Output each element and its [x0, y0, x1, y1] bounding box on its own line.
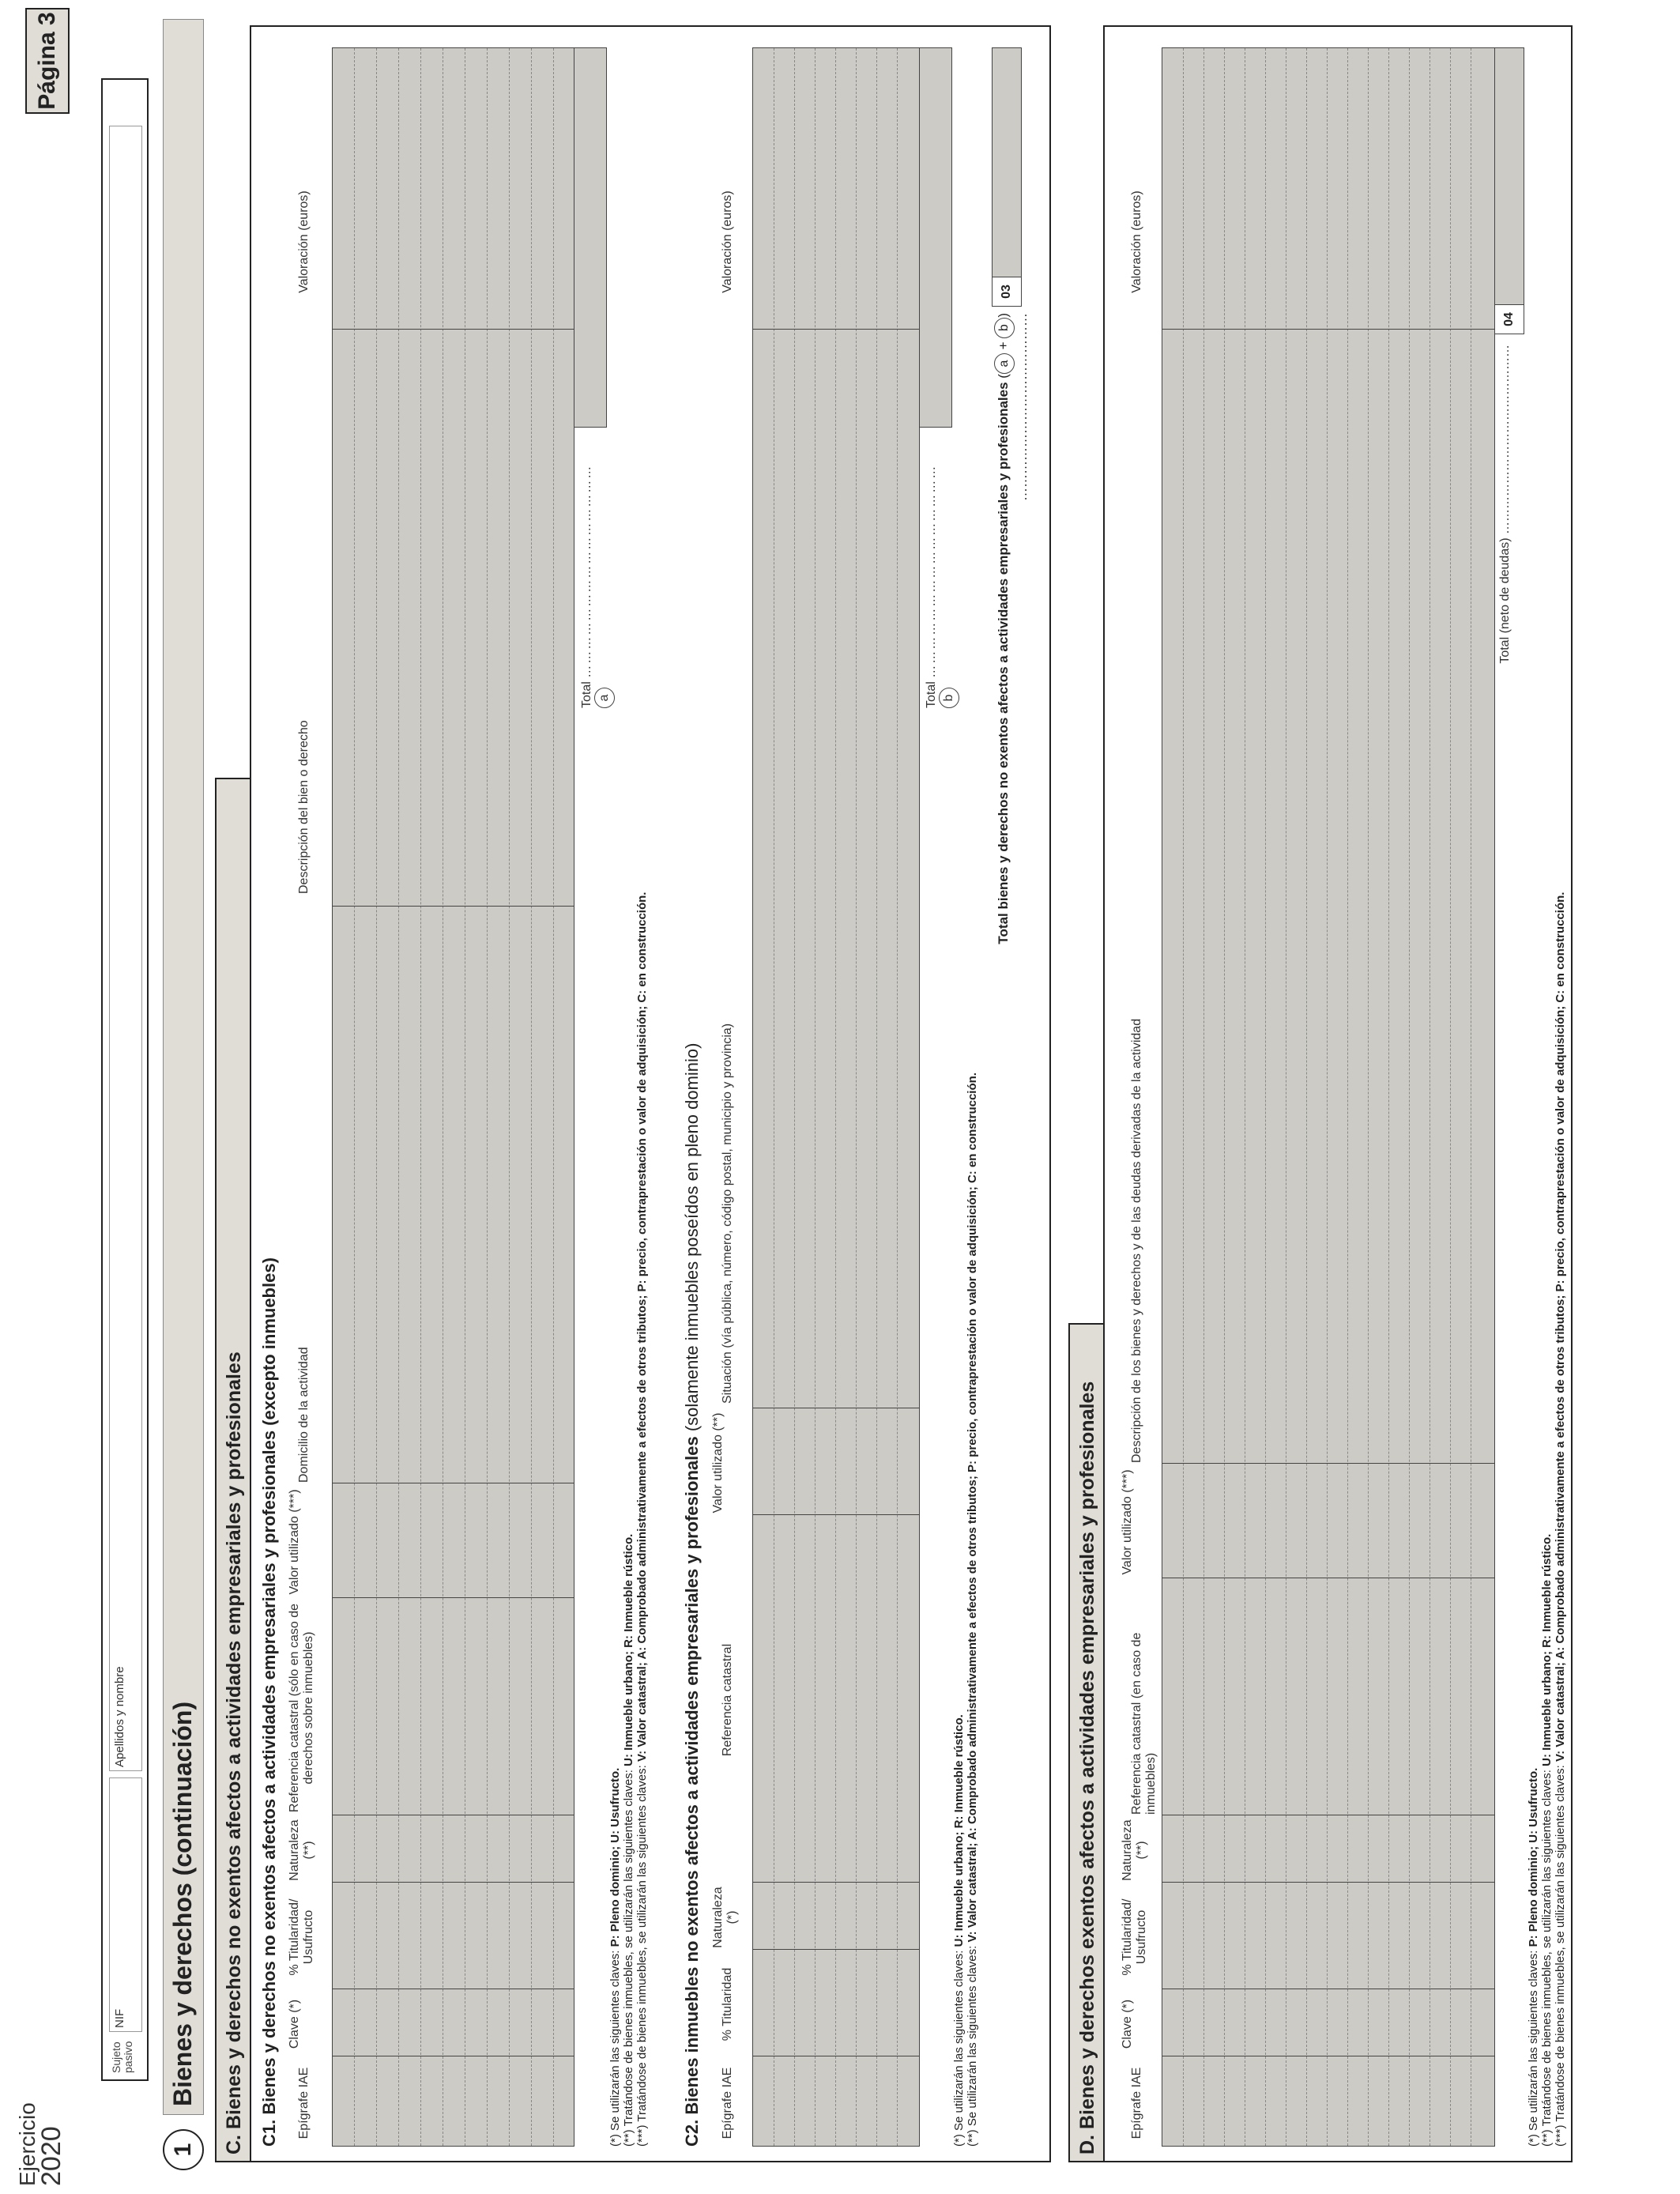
- c1-col-descripcion: Descripción del bien o derecho: [297, 720, 311, 894]
- page-number: Página 3: [25, 8, 70, 114]
- c2-total-row: Total ……………………………………… b: [925, 455, 959, 708]
- c1-col-referencia: Referencia catastral (sólo en caso de derechos sobre inmuebles): [288, 1603, 315, 1813]
- c1-col-domicilio: Domicilio de la actividad: [297, 1347, 311, 1483]
- c2-total-input[interactable]: [919, 47, 952, 428]
- grand-total-input[interactable]: [992, 47, 1022, 277]
- c2-title-normal: (solamente inmuebles poseídos en pleno dominio): [682, 1042, 702, 1432]
- c1-table-grid[interactable]: [332, 47, 574, 2147]
- section-c-tab: [215, 778, 251, 2162]
- d-col-referencia: Referencia catastral (en caso de inmuebles): [1130, 1632, 1158, 1815]
- section-d-tab: [1068, 1323, 1105, 2162]
- c2-note-1: (*) Se utilizarán las siguientes claves: U: Inmueble urbano; R: Inmueble rústico.: [952, 1714, 966, 2147]
- grand-total-code-text: 03: [1000, 285, 1013, 299]
- c1-col-naturaleza: Naturaleza (**): [288, 1819, 315, 1881]
- c2-title-bold: C2. Bienes inmuebles no exentos afectos a actividades empresariales y profesionales: [682, 1436, 702, 2147]
- sujeto-pasivo-label: Sujeto pasivo: [110, 2041, 134, 2073]
- year: 2020: [36, 2126, 66, 2186]
- d-note-1: (*) Se utilizarán las siguientes claves: P: Pleno dominio; U: Usufructo.: [1527, 1767, 1540, 2147]
- grand-total-row: Total bienes y derechos no exentos afectos a actividades empresariales y profesionales (a + b) ……………………………………: [996, 313, 1030, 944]
- c1-note-3: (***) Tratándose de bienes inmuebles, se utilizarán las siguientes claves: V: Valor catastral; A: Comprobado administrativamente a efectos de otros tributos; P: precio, contraprestación o valor de adquisición; C: en construcción.: [635, 892, 649, 2147]
- d-note-3: (***) Tratándose de bienes inmuebles, se utilizarán las siguientes claves: V: Valor catastral; A: Comprobado administrativamente a efectos de otros tributos; P: precio, contraprestación o valor de adquisición; C: en construcción.: [1554, 892, 1567, 2147]
- section-title-band: [163, 19, 204, 2115]
- c2-notes: [952, 882, 979, 2147]
- d-total-code-text: 04: [1502, 312, 1516, 326]
- c1-title: [257, 803, 282, 2147]
- d-total-label: Total (neto de deudas): [1498, 537, 1512, 664]
- c2-table-grid[interactable]: [752, 47, 920, 2147]
- c1-total-label: Total: [580, 681, 593, 708]
- d-col-valor: Valor utilizado (***): [1121, 1469, 1134, 1575]
- nif-label: NIF: [113, 2008, 126, 2028]
- c1-col-clave: Clave (*): [288, 1999, 301, 2049]
- section-d-title: D. Bienes y derechos exentos afectos a actividades empresariales y profesionales: [1076, 1381, 1098, 2154]
- apellidos-nombre-field[interactable]: [109, 126, 142, 1771]
- ejercicio-text: Ejercicio: [15, 2102, 40, 2186]
- c1-total-marker: a: [594, 688, 615, 708]
- d-total-code: [1494, 304, 1524, 334]
- c1-col-epigrafe: Epígrafe IAE: [297, 2067, 311, 2139]
- d-col-descripcion: Descripción de los bienes y derechos y de las deudas derivadas de la actividad: [1130, 1018, 1143, 1463]
- c1-col-titularidad: % Titularidad/ Usufructo: [288, 1898, 315, 1976]
- c2-note-2: (**) Se utilizarán las siguientes claves: V: Valor catastral; A: Comprobado administrativamente a efectos de otros tributos; P: precio, contraprestación o valor de adquisición; C: en construcción.: [966, 1072, 979, 2147]
- section-title: Bienes y derechos (continuación): [168, 1701, 197, 2106]
- grand-total-label: Total bienes y derechos no exentos afectos a actividades empresariales y profesionales: [996, 382, 1011, 944]
- c1-notes: [608, 408, 649, 2147]
- c2-col-epigrafe: Epígrafe IAE: [721, 2067, 734, 2139]
- header-id-box: [101, 78, 149, 2081]
- section-c-title: C. Bienes y derechos no exentos afectos a actividades empresariales y profesionales: [223, 1351, 245, 2154]
- c1-total-row: Total ……………………………………… a: [580, 455, 615, 708]
- c2-col-situacion: Situación (vía pública, número, código postal, municipio y provincia): [721, 1023, 734, 1404]
- d-table-grid[interactable]: [1162, 47, 1495, 2147]
- section-number: 1: [163, 2129, 204, 2170]
- c1-col-valoracion: Valoración (euros): [297, 190, 311, 293]
- c1-note-1: (*) Se utilizarán las siguientes claves: P: Pleno dominio; U: Usufructo.: [608, 1767, 622, 2147]
- d-col-valoracion: Valoración (euros): [1130, 190, 1143, 293]
- d-col-epigrafe: Epígrafe IAE: [1130, 2067, 1143, 2139]
- d-notes: [1527, 408, 1567, 2147]
- c1-note-2: (**) Tratándose de bienes inmuebles, se utilizarán las siguientes claves: U: Inmueble urbano; R: Inmueble rústico.: [622, 1533, 635, 2147]
- c1-title-text: C1. Bienes y derechos no exentos afectos a actividades empresariales y profesionales (excepto inmuebles): [259, 1257, 279, 2147]
- d-total-row: Total (neto de deudas) ………………………………………: [1498, 345, 1512, 664]
- d-col-clave: Clave (*): [1121, 1999, 1134, 2049]
- c1-total-input[interactable]: [574, 47, 607, 428]
- c2-total-label: Total: [925, 681, 938, 708]
- d-col-titularidad: % Titularidad/ Usufructo: [1121, 1898, 1148, 1976]
- c2-col-valoracion: Valoración (euros): [721, 190, 734, 293]
- c2-title: [680, 787, 705, 2147]
- apellidos-label: Apellidos y nombre: [113, 1666, 126, 1767]
- formula-a: a: [994, 353, 1015, 374]
- d-col-naturaleza: Naturaleza (**): [1121, 1819, 1148, 1881]
- c2-col-titularidad: % Titularidad: [721, 1967, 734, 2041]
- nif-field[interactable]: [109, 1777, 142, 2032]
- c1-col-valor: Valor utilizado (***): [288, 1489, 301, 1595]
- formula-b: b: [994, 318, 1015, 338]
- c2-col-naturaleza: Naturaleza (*): [711, 1887, 739, 1948]
- ejercicio-label: [15, 2102, 66, 2186]
- c2-total-marker: b: [939, 688, 959, 708]
- c2-col-valor: Valor utilizado (**): [711, 1412, 725, 1514]
- grand-total-code: [992, 277, 1022, 307]
- d-note-2: (**) Tratándose de bienes inmuebles, se utilizarán las siguientes claves: U: Inmueble urbano; R: Inmueble rústico.: [1540, 1533, 1554, 2147]
- d-total-input[interactable]: [1494, 47, 1524, 305]
- c2-col-referencia: Referencia catastral: [721, 1643, 734, 1757]
